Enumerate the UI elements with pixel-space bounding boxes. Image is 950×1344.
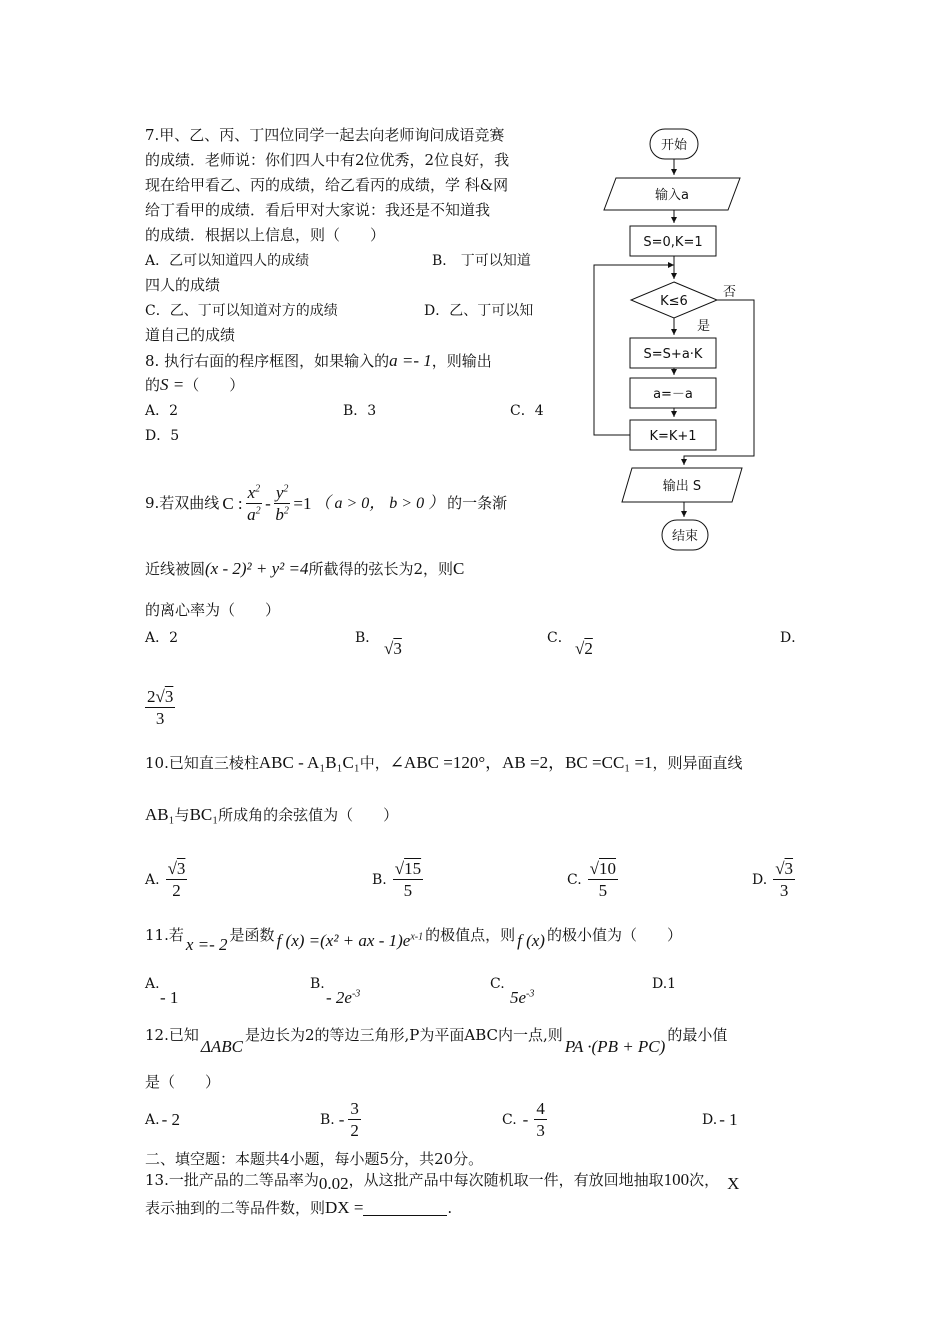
q7-option-b-cont: 四人的成绩 — [145, 276, 221, 294]
q11-pre: 11.若 — [145, 926, 184, 944]
q9-frac-x: $\frac{x^2}{a^2}$ — [247, 483, 261, 524]
q8-expr: a =- 1 — [389, 351, 432, 370]
q10-option-c: C. $\frac{√10}{5}$ — [567, 859, 617, 900]
q9-frac-y: $\frac{y^2}{b^2}$ — [275, 483, 289, 524]
q11-option-b: B. — [310, 976, 325, 992]
q9-option-c: C． — [547, 630, 572, 646]
q11-line-1 — [145, 928, 682, 953]
q9-line-2 — [145, 560, 464, 577]
q12-pre: 12.已知 — [145, 1026, 199, 1044]
q9-line-3: 的离心率为（ ） — [145, 601, 281, 619]
q13-end: . — [447, 1199, 453, 1217]
q9-option-a: A．2 — [145, 630, 179, 646]
section-2-heading: 二、填空题：本题共4小题，每小题5分，共20分。 — [145, 1150, 484, 1168]
q8-post: ，则输出 — [431, 352, 492, 370]
q9-option-c-value: √2 — [575, 639, 593, 658]
q9-pre: 9.若双曲线 — [145, 494, 220, 512]
q12-expr: PA ·(PB + PC) — [564, 1037, 666, 1056]
flow-step2-label: a=－a — [653, 387, 693, 402]
q9-option-b-value: √3 — [384, 639, 402, 658]
q8-line-2 — [145, 376, 244, 393]
q10-prism: ABC - A₁B₁C₁ — [258, 753, 360, 772]
flow-yes-label: 是 — [697, 319, 711, 334]
q12-line-2: 是（ ） — [145, 1073, 221, 1091]
q11-option-a: A. — [145, 976, 160, 992]
q8-option-d: D．5 — [145, 428, 180, 444]
q13-dx: DX = — [325, 1198, 364, 1217]
q12-triangle: ΔABC — [200, 1037, 243, 1056]
flow-end-label: 结束 — [671, 529, 699, 544]
q10-with: 与 — [174, 806, 190, 824]
q8-option-b: B．3 — [343, 403, 377, 419]
q7-option-d-cont: 道自己的成绩 — [145, 326, 236, 344]
q10-post: ，则异面直线 — [652, 754, 743, 772]
q10-angle: ∠ABC =120°，AB =2，BC =CC₁ =1 — [389, 753, 653, 772]
flow-step1-label: S=S+a·K — [643, 347, 703, 362]
q7-line-2: 的成绩．老师说：你们四人中有2位优秀，2位良好，我 — [145, 151, 510, 169]
q11-x: x =- 2 — [185, 935, 228, 954]
q10-line-1 — [145, 754, 743, 771]
q9-post: 的一条渐 — [447, 494, 508, 512]
q13-post: 次， — [689, 1171, 720, 1189]
q8-option-a: A．2 — [145, 403, 179, 419]
q8-line-1 — [145, 352, 492, 369]
q9-line-1 — [145, 484, 507, 523]
q7-line-5: 的成绩．根据以上信息，则（ ） — [145, 226, 386, 244]
flow-step3-label: K=K+1 — [649, 429, 697, 444]
q10-pre: 10.已知直三棱柱 — [145, 754, 259, 772]
q11-post: 的极值点，则 — [425, 926, 516, 944]
q13-n: 100 — [663, 1170, 690, 1189]
q11-function: f (x) =(x² + ax - $1)e^{x-1}$ — [276, 931, 424, 950]
q10-line-2 — [145, 806, 398, 823]
q11-mid: 是函数 — [229, 926, 275, 944]
q13-x: X — [727, 1174, 740, 1193]
q9-option-d-value: $\frac{2√3}{3}$ — [147, 687, 174, 728]
q13-p: 0.02 — [318, 1174, 349, 1193]
q7-option-d: D．乙、丁可以知 — [424, 303, 534, 319]
q10-option-d: D. $\frac{√3}{3}$ — [752, 859, 794, 900]
q13-pre: 13.一批产品的二等品率为 — [145, 1171, 319, 1189]
q11-option-c-value: $5e^{-3}$ — [510, 988, 535, 1007]
q10-ab1: AB₁ — [145, 805, 175, 824]
q13-line-1 — [145, 1170, 740, 1193]
q12-option-d: D. - 1 — [702, 1110, 738, 1129]
q9-option-b: B． — [355, 630, 380, 646]
q9-c2: C — [453, 559, 465, 578]
q11-option-a-value: - 1 — [160, 988, 179, 1007]
flow-output-label: 输出 S — [662, 479, 702, 494]
q7-option-b: B． 丁可以知道 — [432, 253, 531, 269]
q7-line-1: 7.甲、乙、丙、丁四位同学一起去向老师询问成语竞赛 — [145, 126, 505, 144]
q10-bc1: BC₁ — [189, 805, 219, 824]
q9-line2-pre: 近线被圆 — [145, 560, 206, 578]
q12-mid: 是边长为2的等边三角形,P为平面ABC内一点,则 — [244, 1026, 563, 1044]
q8-line2-pre: 的 — [145, 376, 161, 394]
q11-option-c: C. — [490, 976, 505, 992]
q11-option-b-value: - $2e^{-3}$ — [326, 988, 361, 1007]
q12-option-a: A. - 2 — [145, 1110, 180, 1129]
q9-eq: =1 — [293, 494, 312, 513]
q11-post2: 的极小值为（ ） — [546, 926, 682, 944]
q9-option-d: D． — [780, 630, 806, 646]
q12-option-c: C. - $\frac{4}{3}$ — [502, 1099, 545, 1140]
q13-answer-blank[interactable] — [363, 1201, 447, 1216]
q12-post: 的最小值 — [667, 1026, 728, 1044]
q10-option-a: A. $\frac{√3}{2}$ — [145, 859, 186, 900]
q9-circle: (x - 2)² + y² =4 — [205, 559, 309, 578]
q13-line-2 — [145, 1199, 452, 1216]
q10-mid: 中， — [359, 754, 390, 772]
q7-option-c: C．乙、丁可以知道对方的成绩 — [145, 303, 338, 319]
q9-minus: - — [265, 494, 271, 513]
q9-cond: （ a > 0， b > 0 ） — [314, 494, 445, 512]
q11-option-d: D.1 — [652, 976, 677, 992]
q12-line-1 — [145, 1028, 727, 1055]
flow-condition-label: K≤6 — [660, 294, 688, 309]
flow-input-label: 输入a — [655, 188, 689, 203]
q8-option-c: C．4 — [510, 403, 544, 419]
q9-c: C : — [222, 494, 243, 513]
q7-option-a: A．乙可以知道四人的成绩 — [145, 253, 310, 269]
flow-no-label: 否 — [723, 285, 737, 300]
q8-line2-expr: S = — [160, 375, 185, 394]
q9-line2-post: 所截得的弦长为2，则 — [308, 560, 454, 578]
q13-mid: ，从这批产品中每次随机取一件，有放回地抽取 — [348, 1171, 664, 1189]
q8-pre: 8. 执行右面的程序框图，如果输入的 — [145, 352, 390, 370]
flow-init-label: S=0,K=1 — [643, 235, 703, 250]
q7-line-3: 现在给甲看乙、丙的成绩，给乙看丙的成绩，学 科&网 — [145, 176, 509, 194]
q10-option-b: B. $\frac{√15}{5}$ — [372, 859, 422, 900]
q11-fx: f (x) — [517, 931, 545, 950]
q12-option-b: B. - $\frac{3}{2}$ — [320, 1099, 359, 1140]
q7-line-4: 给丁看甲的成绩．看后甲对大家说：我还是不知道我 — [145, 201, 491, 219]
flowchart — [590, 120, 770, 560]
q10-line2-post: 所成角的余弦值为（ ） — [218, 806, 399, 824]
flow-start-label: 开始 — [660, 138, 688, 153]
q13-line2-pre: 表示抽到的二等品件数，则 — [145, 1199, 326, 1217]
q8-line2-post: （ ） — [184, 376, 245, 394]
